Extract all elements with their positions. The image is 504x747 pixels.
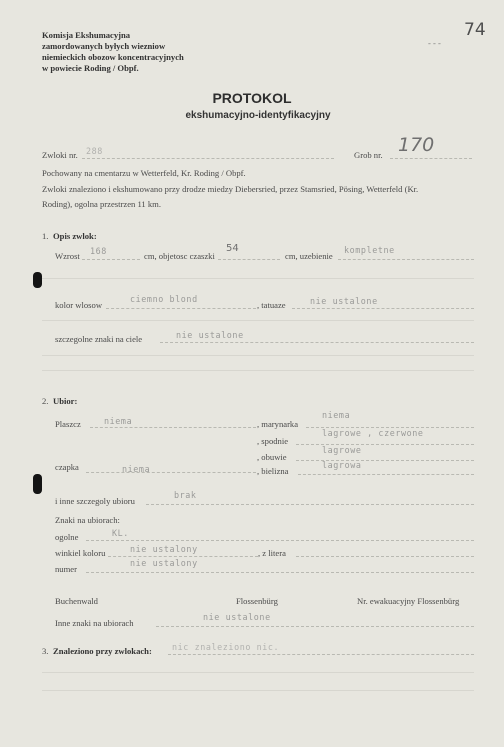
wzrost-value: 168 [90, 246, 107, 256]
found-line-1: Zwloki znaleziono i ekshumowano przy drodze miedzy Diebersried, przez Stamsried, Pösing, Wetterfeld (Kr. [42, 184, 419, 194]
section3-number: 3. [42, 646, 49, 656]
section2-number: 2. [42, 396, 49, 406]
page-title: PROTOKOL [212, 90, 292, 106]
czapka-value: niema [122, 464, 151, 474]
grob-value: 170 [398, 134, 435, 156]
cm-label-1: cm, objetosc czaszki [144, 251, 215, 261]
znaki-na-ubiorach-label: Znaki na ubiorach: [55, 515, 120, 525]
punch-hole-bottom [33, 474, 42, 494]
kolor-label: kolor wlosow [55, 300, 103, 310]
czaszka-value: 54 [226, 243, 239, 254]
czapka-label: czapka [55, 462, 79, 472]
inne-label: i inne szczegoly ubioru [55, 496, 135, 506]
org-line-3: niemieckich obozow koncentracyjnych [42, 52, 184, 62]
kolor-value: ciemno blond [130, 294, 198, 304]
plaszcz-value: niema [104, 416, 133, 426]
inne-value: brak [174, 490, 197, 500]
plaszcz-label: Plaszcz [55, 419, 81, 429]
spodnie-label: , spodnie [257, 436, 289, 446]
found-line-2: Roding), ogolna przestrzen 11 km. [42, 199, 162, 209]
znaki-label: szczegolne znaki na ciele [55, 334, 143, 344]
section3-value: nic znaleziono nic. [172, 642, 280, 652]
inne-znaki-value: nie ustalone [203, 612, 271, 622]
marynarka-value: niema [322, 410, 351, 420]
inne-znaki-label: Inne znaki na ubiorach [55, 618, 134, 628]
wzrost-label: Wzrost [55, 251, 80, 261]
zwloki-label: Zwloki nr. [42, 150, 78, 160]
winkiel-value: nie ustalony [130, 544, 198, 554]
z-litera-label: , z litera [258, 548, 286, 558]
section3-heading: Znaleziono przy zwlokach: [53, 646, 152, 656]
winkiel-label: winkiel koloru [55, 548, 106, 558]
uzebienie-value: kompletne [344, 245, 395, 255]
cm-label-2: cm, uzebienie [285, 251, 333, 261]
org-line-1: Komisja Ekshumacyjna [42, 30, 131, 40]
obuwie-label: , obuwie [257, 452, 287, 462]
page-subtitle: ekshumacyjno-identyfikacyjny [185, 110, 331, 121]
section1-number: 1. [42, 231, 49, 241]
ogolne-value: KL. [112, 528, 129, 538]
marynarka-label: , marynarka [257, 419, 299, 429]
org-line-4: w powiecie Roding / Obpf. [42, 63, 139, 73]
corner-marks: - - - [428, 38, 441, 48]
numer-value: nie ustalony [130, 558, 198, 568]
nr-ewak-label: Nr. ewakuacyjny Flossenbürg [357, 596, 460, 606]
obuwie-value: lagrowe [322, 445, 362, 455]
bielizna-value: lagrowa [322, 460, 362, 470]
punch-hole-top [33, 272, 42, 288]
section1-heading: Opis zwlok: [53, 231, 97, 241]
spodnie-value: lagrowe , czerwone [322, 428, 424, 438]
buchenwald-label: Buchenwald [55, 596, 98, 606]
section2-heading: Ubior: [53, 396, 78, 406]
tatuaze-value: nie ustalone [310, 296, 378, 306]
org-line-2: zamordowanych byłych wiezniow [42, 41, 166, 51]
flossenburg-label: Flossenbürg [236, 596, 278, 606]
grob-label: Grob nr. [354, 150, 383, 160]
ogolne-label: ogolne [55, 532, 79, 542]
zwloki-value: 288 [86, 146, 103, 156]
numer-label: numer [55, 564, 77, 574]
page-number: 74 [464, 20, 486, 40]
bielizna-label: , bielizna [257, 466, 289, 476]
buried-line: Pochowany na cmentarzu w Wetterfeld, Kr. Roding / Obpf. [42, 168, 246, 178]
tatuaze-label: , tatuaze [257, 300, 286, 310]
znaki-value: nie ustalone [176, 330, 244, 340]
